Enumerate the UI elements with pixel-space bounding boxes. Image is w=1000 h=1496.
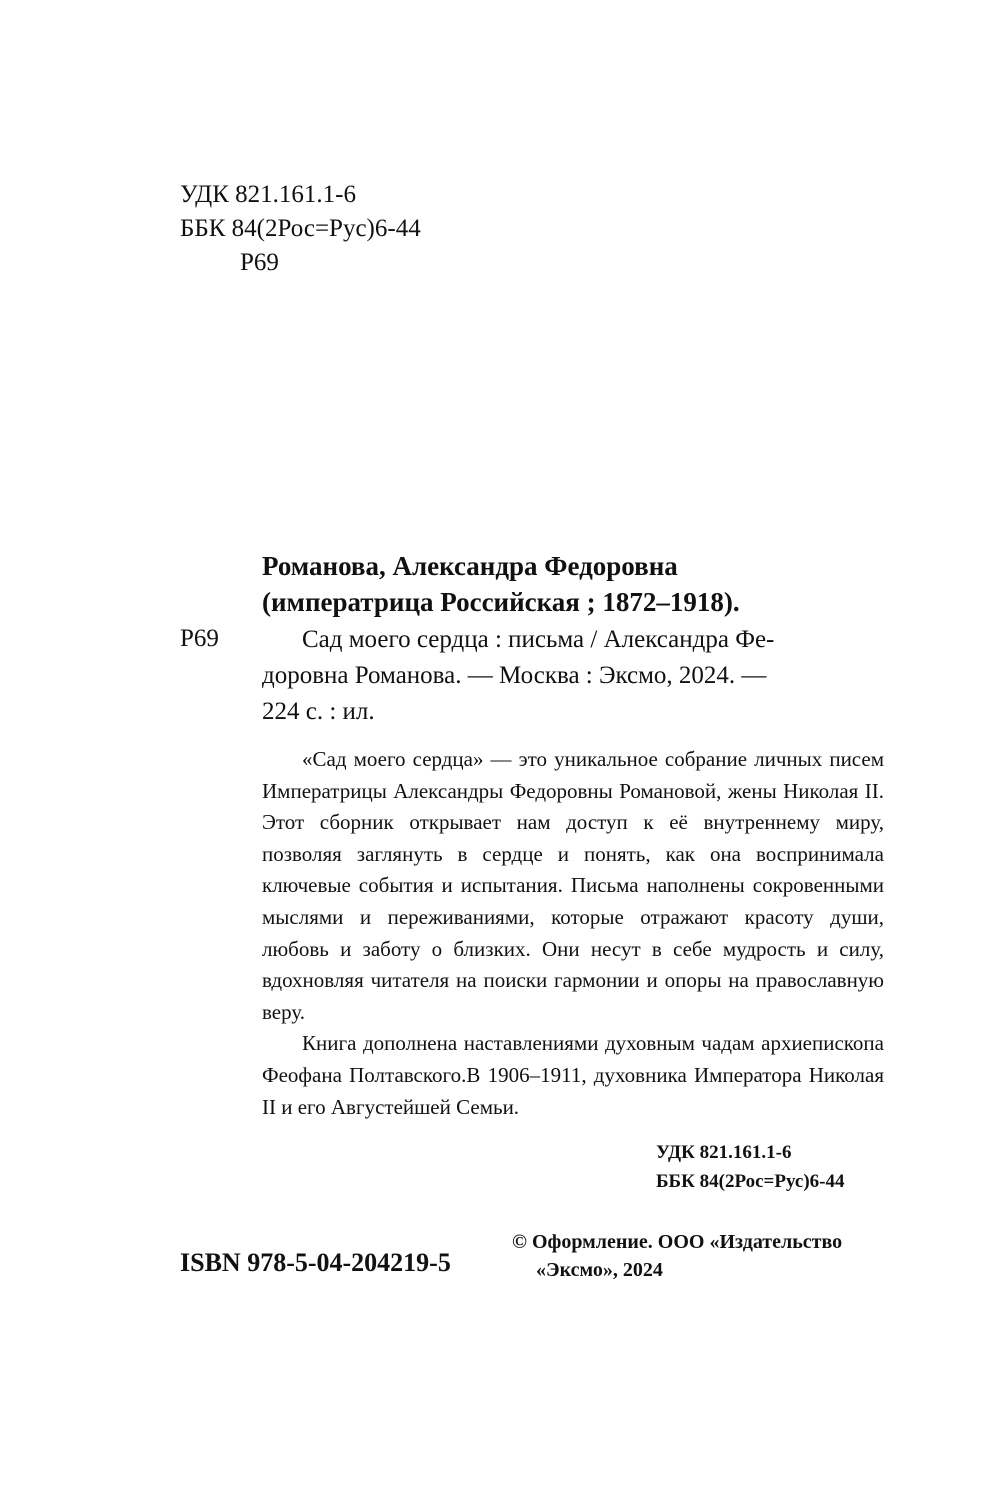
copyright-line: «Эксмо», 2024: [536, 1259, 663, 1281]
copyright-line: © Оформление. ООО «Издательство: [512, 1231, 843, 1253]
author-mark: Р69: [240, 249, 279, 276]
udk-code: УДК 821.161.1-6: [656, 1142, 792, 1163]
bib-line: Сад моего сердца : письма / Александра Фе-: [302, 626, 775, 653]
bibliographic-description: [262, 622, 884, 730]
annotation-paragraph: «Сад моего сердца» — это уникальное собрание личных писем Императрицы Александры Федоровны Романовой, жены Николая II. Этот сборник открывает нам доступ к её внутреннему миру, позволяя заглянуть в сердце и понять, как она воспринимала ключевые события и испытания. Письма наполнены сокровенными мыслями и переживаниями, которые отражают красоту души, любовь и заботу о близких. Они несут в себе мудрость и силу, вдохновляя читателя на поиски гармонии и опоры на православную веру.: [262, 747, 884, 1024]
author-title: (императрица Российская ; 1872–1918).: [262, 587, 740, 617]
classification-top: [180, 178, 421, 280]
bib-line: 224 с. : ил.: [262, 698, 375, 725]
author-heading: [262, 548, 902, 620]
author-name: Романова, Александра Федоровна: [262, 551, 678, 581]
bib-line: доровна Романова. — Москва : Эксмо, 2024. —: [262, 662, 767, 689]
copyright-notice: [512, 1228, 892, 1284]
catalog-author-mark: Р69: [180, 625, 219, 652]
udk-code: УДК 821.161.1-6: [180, 181, 356, 208]
bbk-code: ББК 84(2Рос=Рус)6-44: [180, 215, 421, 242]
isbn: ISBN 978-5-04-204219-5: [180, 1248, 451, 1277]
annotation-paragraph: Книга дополнена наставлениями духовным чадам архиепископа Феофана Полтавского.В 1906–1911, духовника Императора Николая II и его Августейшей Семьи.: [262, 1031, 884, 1119]
bbk-code: ББК 84(2Рос=Рус)6-44: [656, 1171, 845, 1192]
annotation: [262, 744, 884, 1123]
classification-bottom: [656, 1138, 844, 1196]
